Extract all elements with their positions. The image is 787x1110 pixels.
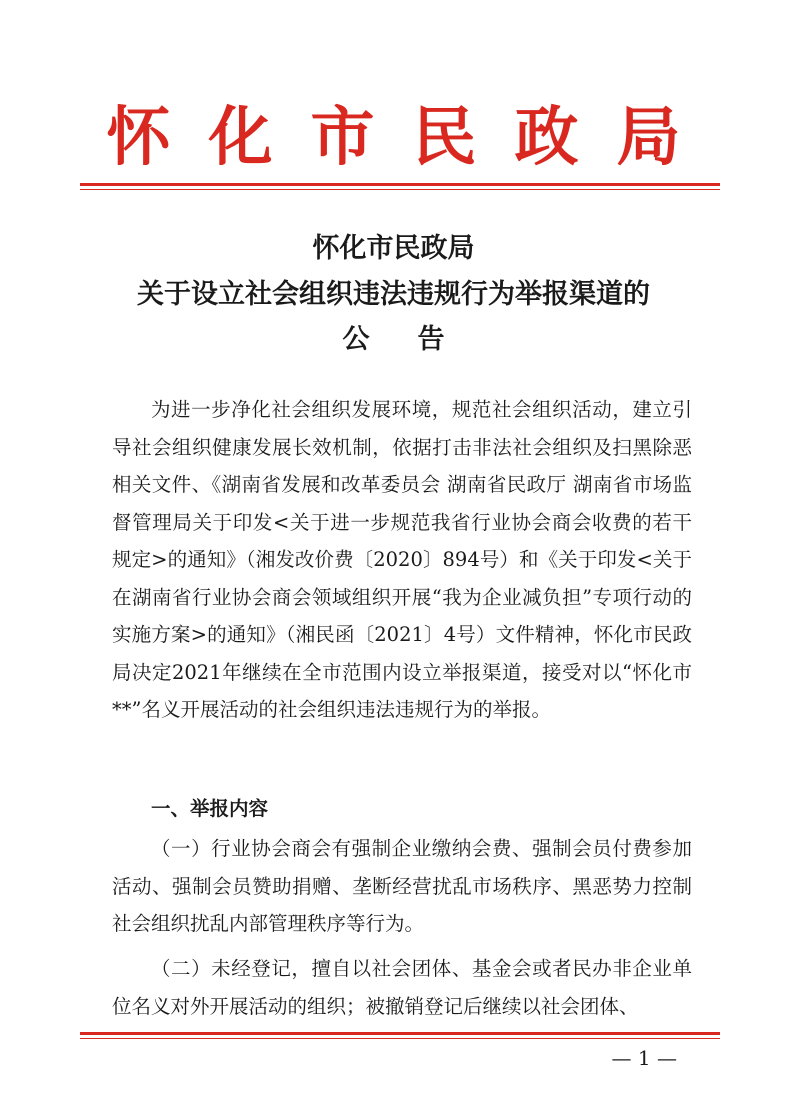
document-title-line-3: 公告 <box>342 324 493 355</box>
letterhead-red-rule-thin <box>80 189 720 190</box>
footer-red-rule <box>80 1032 720 1035</box>
section-heading-report-content: 一、举报内容 <box>151 797 269 820</box>
footer-red-rule-thin <box>80 1038 720 1039</box>
body-paragraph-item-1: （一）行业协会商会有强制企业缴纳会费、强制会员付费参加活动、强制会员赞助捐赠、垄断经营扰乱市场秩序、黑恶势力控制社会组织扰乱内部管理秩序等行为。 <box>112 837 692 935</box>
body-paragraph-item-2: （二）未经登记，擅自以社会团体、基金会或者民办非企业单位名义对外开展活动的组织；被撤销登记后继续以社会团体、 <box>112 957 692 1018</box>
body-paragraph-intro: 为进一步净化社会组织发展环境，规范社会组织活动，建立引导社会组织健康发展长效机制，依据打击非法社会组织及扫黑除恶相关文件、《湖南省发展和改革委员会 湖南省民政厅 湖南省市场监督管理局关于印发<关于进一步规范我省行业协会商会收费的若干规定>的通知》（湘发改价费〔2020〕894号）和《关于印发<关于在湖南省行业协会商会领域组织开展“我为企业减负担”专项行动的实施方案>的通知》（湘民函〔2021〕4号）文件精神，怀化市民政局决定2021年继续在全市范围内设立举报渠道，接受对以“怀化市**”名义开展活动的社会组织违法违规行为的举报。 <box>112 398 692 721</box>
document-title-line-2: 关于设立社会组织违法违规行为举报渠道的 <box>137 279 650 310</box>
letterhead-title: 怀化市民政局 <box>106 100 719 175</box>
letterhead-red-rule <box>80 183 720 186</box>
page-number: — 1 — <box>611 1046 677 1070</box>
document-title-line-1: 怀化市民政局 <box>312 233 475 264</box>
